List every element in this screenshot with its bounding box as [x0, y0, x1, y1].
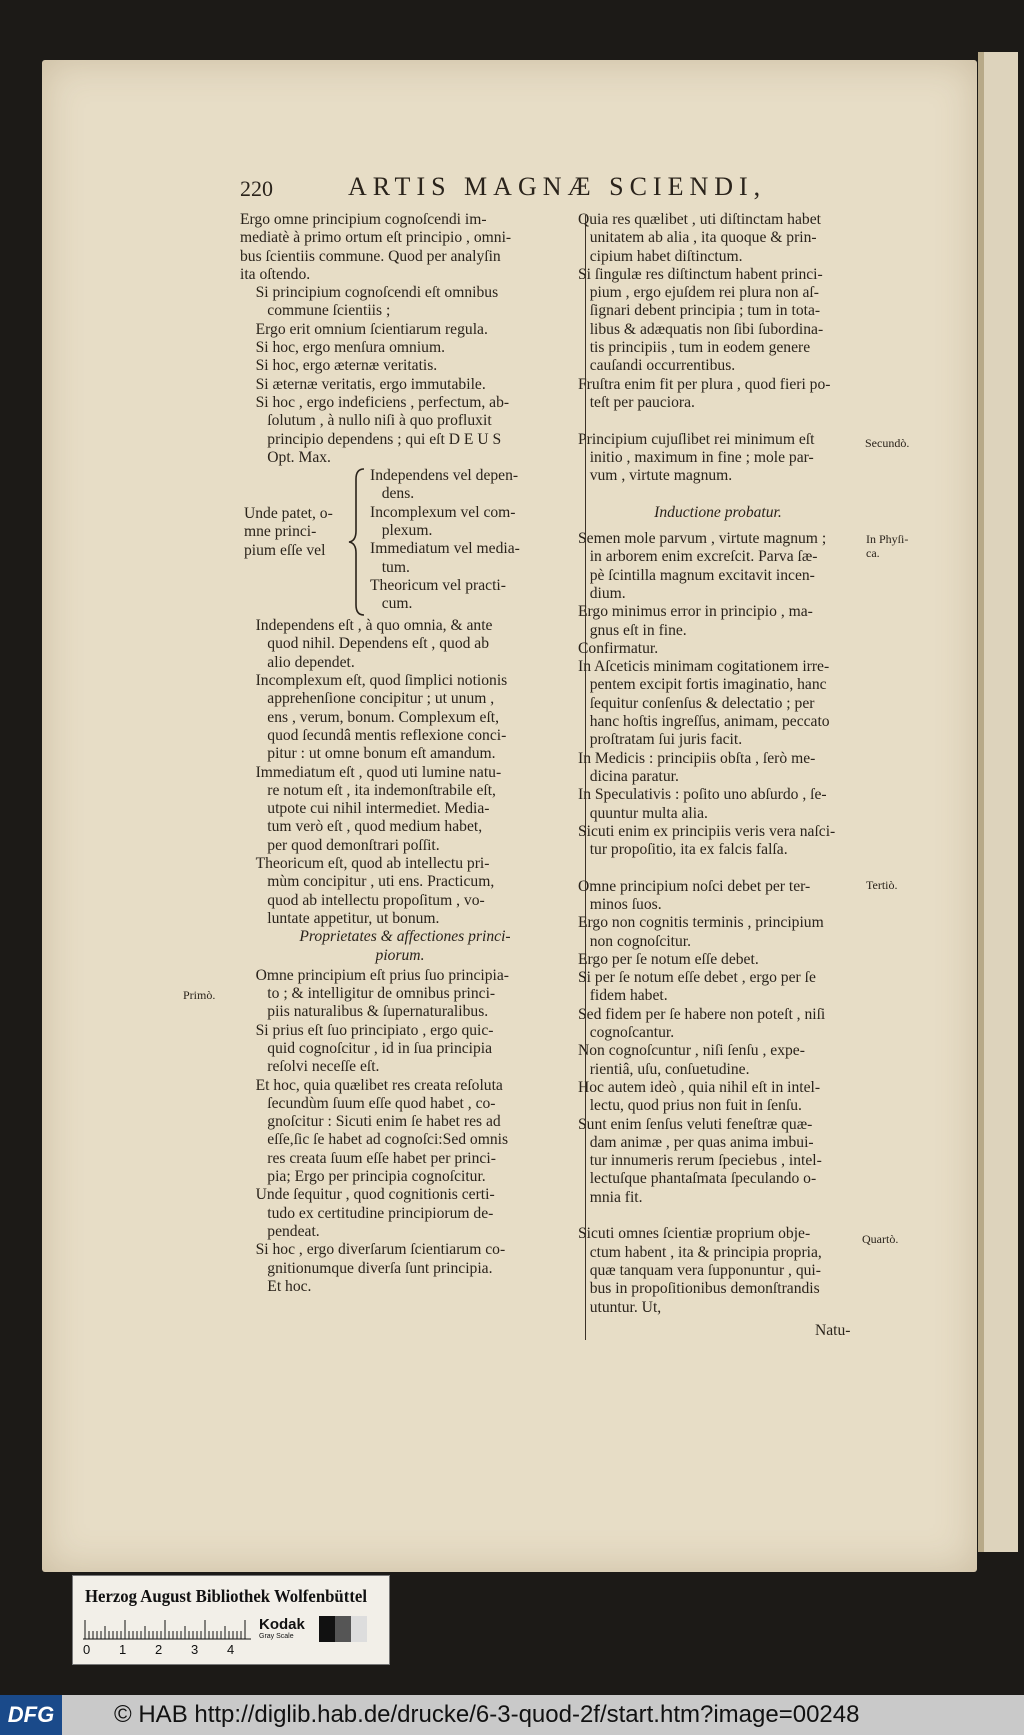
text-line: Si principium cognoſcendi eſt omnibus [240, 284, 499, 302]
text-line: Principium cujuſlibet rei minimum eſt [578, 430, 815, 448]
brace-lead [244, 505, 344, 560]
text-line: ſignari debent principia ; tum in tota- [578, 302, 821, 320]
running-head [240, 172, 767, 208]
text-line: Unde patet, o- [244, 505, 333, 523]
text-line: Ergo non cognitis terminis , principium [578, 914, 824, 932]
light-gray-swatch [351, 1616, 367, 1642]
text-line: quod ab intellectu propoſitum , vo- [240, 891, 485, 909]
dark-gray-swatch [335, 1616, 351, 1642]
text-line: Independens vel depen- [370, 467, 519, 485]
text-line: alio dependet. [240, 653, 355, 671]
text-line: pendeat. [240, 1222, 320, 1240]
properties-text [240, 967, 560, 1296]
text-line: Theoricum vel practi- [370, 576, 506, 594]
text-line: rientiâ, uſu, conſuetudine. [578, 1060, 750, 1078]
text-line: Si hoc, ergo menſura omnium. [240, 339, 446, 357]
text-line: apprehenſione concipitur ; ut unum , [240, 690, 495, 708]
text-line: initio , maximum in fine ; mole par- [578, 448, 814, 466]
text-line: Omne principium noſci debet per ter- [578, 877, 811, 895]
margin-note-primo: Primò. [183, 988, 216, 1002]
text-line: minos ſuos. [578, 895, 662, 913]
text-line: Independens eſt , à quo omnia, & ante [240, 617, 493, 635]
ruler-number: 0 [83, 1642, 91, 1657]
text-line: pè ſcintilla magnum excitavit incen- [578, 566, 815, 584]
margin-note-quarto: Quartò. [862, 1232, 899, 1246]
ruler-icon [83, 1618, 251, 1640]
text-line: Et hoc. [240, 1277, 312, 1295]
text-line: Hoc autem ideò , quia nihil eſt in intel- [578, 1078, 821, 1096]
text-line: Et hoc, quia quælibet res creata reſoluta [240, 1076, 503, 1094]
text-line: Semen mole parvum , virtute magnum ; [578, 530, 827, 548]
text-line: gnus eſt in fine. [578, 621, 687, 639]
text-line: res creata ſuum eſſe habet per princi- [240, 1149, 496, 1167]
text-line: non cognoſcitur. [578, 932, 692, 950]
facing-page-edge [978, 52, 1018, 1552]
section-heading-line2: piorum. [375, 946, 425, 964]
text-line: Fruſtra enim fit per plura , quod fieri po- [578, 375, 831, 393]
text-line: ctum habent , ita & principia propria, [578, 1243, 822, 1261]
text-line: in arborem enim excreſcit. Parva ſæ- [578, 548, 818, 566]
right-block-1 [578, 211, 858, 412]
text-line: utuntur. Ut, [578, 1298, 662, 1316]
text-line: hanc hoſtis ingreſſus, animam, peccato [578, 713, 830, 731]
text-line: tur innumeris rerum ſpeciebus , intel- [578, 1152, 822, 1170]
text-line: mùm concipitur , uti ens. Practicum, [240, 873, 495, 891]
left-column [240, 211, 560, 1296]
right-block-3 [578, 530, 858, 859]
text-line: quuntur multa alia. [578, 804, 708, 822]
text-line: quæ tanquam vera ſupponuntur , qui- [578, 1261, 821, 1279]
text-line: In Aſceticis minimam cogitationem irre- [578, 658, 830, 676]
text-line: pium eſſe vel [244, 541, 326, 559]
text-line: Si hoc , ergo indeficiens , perfectum, ab- [240, 393, 510, 411]
text-line: eſſe,ſic ſe habet ad cognoſci:Sed omnis [240, 1131, 509, 1149]
text-line: Incomplexum eſt, quod ſimplici notionis [240, 672, 508, 690]
margin-note-tertio: Tertiò. [866, 878, 898, 892]
brace-items [370, 467, 550, 613]
text-line: tur propoſitio, ita ex falcis falſa. [578, 841, 788, 859]
text-line: ſecundùm ſuum eſſe quod habet , co- [240, 1094, 496, 1112]
ruler-number: 2 [155, 1642, 163, 1657]
text-line: vum , virtute magnum. [578, 467, 733, 485]
text-line: tum. [370, 558, 410, 576]
text-line: Si ſingulæ res diſtinctum habent princi- [578, 265, 823, 283]
text-line: In Medicis : principiis obſta , ſerò me- [578, 749, 816, 767]
black-swatch [319, 1616, 335, 1642]
definitions-text [240, 617, 560, 928]
text-line: dens. [370, 485, 415, 503]
kodak-text: Kodak [259, 1616, 305, 1633]
text-line: Sed fidem per ſe habere non poteſt , niſi [578, 1005, 826, 1023]
margin-note-in-physica-2: ca. [866, 546, 880, 560]
section-heading-line1: Proprietates & affectiones princi- [299, 928, 511, 946]
text-line: to ; & intelligitur de omnibus princi- [240, 985, 496, 1003]
text-line: cognoſcantur. [578, 1024, 675, 1042]
page-number: 220 [240, 176, 273, 201]
text-line: pium , ergo ejuſdem rei plura non aſ- [578, 284, 819, 302]
text-line: Incomplexum vel com- [370, 503, 516, 521]
text-line: gnitionumque diverſa ſunt principia. [240, 1259, 493, 1277]
text-line: mne princi- [244, 523, 317, 541]
induction-heading: Inductione probatur. [654, 503, 782, 521]
text-line: principio dependens ; qui eſt D E U S [240, 430, 502, 448]
curly-brace-icon [346, 467, 368, 617]
margin-note-in-physica-1: In Phyſi- [866, 532, 909, 546]
text-line: proſtratam ſui juris facit. [578, 731, 743, 749]
footer-bar [0, 1695, 1024, 1735]
text-line: bus ſcientiis commune. Quod per analyſin [240, 247, 501, 265]
text-line: cipium habet diſtinctum. [578, 247, 743, 265]
text-line: Immediatum eſt , quod uti lumine natu- [240, 763, 502, 781]
text-line: dicina paratur. [578, 767, 679, 785]
text-line: ita oſtendo. [240, 265, 311, 283]
credit-link[interactable]: © HAB http://diglib.hab.de/drucke/6-3-quod-2f/start.htm?image=00248 [114, 1701, 860, 1728]
text-line: utpote cui nihil intermediet. Media- [240, 800, 490, 818]
text-line: ſequitur conſenſus & delectatio ; per [578, 694, 815, 712]
text-line: pentem excipit fortis imaginatio, hanc [578, 676, 827, 694]
text-line: Sicuti enim ex principiis veris vera naſci- [578, 822, 836, 840]
text-line: ſolutum , à nullo niſi à quo profluxit [240, 412, 492, 430]
text-line: Ergo omne principium cognoſcendi im- [240, 211, 487, 228]
text-line: Sunt enim ſenſus veluti feneſtræ quæ- [578, 1115, 813, 1133]
dfg-logo: DFG [0, 1695, 62, 1735]
text-line: Si per ſe notum eſſe debet , ergo per ſe [578, 969, 816, 987]
text-line: dium. [578, 584, 626, 602]
library-color-card [72, 1575, 390, 1665]
text-line: Ergo erit omnium ſcientiarum regula. [240, 320, 488, 338]
text-line: teſt per pauciora. [578, 393, 695, 411]
text-line: fidem habet. [578, 987, 668, 1005]
text-line: gnoſcitur : Sicuti enim ſe habet res ad [240, 1113, 501, 1131]
text-line: Ergo per ſe notum eſſe debet. [578, 950, 759, 968]
text-line: Unde ſequitur , quod cognitionis certi- [240, 1186, 495, 1204]
text-line: unitatem ab alia , ita quoque & prin- [578, 229, 817, 247]
text-line: Confirmatur. [578, 639, 659, 657]
text-line: lectu, quod prius non fuit in ſenſu. [578, 1097, 802, 1115]
text-line: Theoricum eſt, quod ab intellectu pri- [240, 855, 490, 873]
text-line: plexum. [370, 522, 433, 540]
text-line: pia; Ergo per principia cognoſcitur. [240, 1168, 486, 1186]
catchword: Natu- [815, 1322, 851, 1339]
ruler-number: 3 [191, 1642, 199, 1657]
ruler-number: 4 [227, 1642, 235, 1657]
text-line: mnia fit. [578, 1188, 643, 1206]
right-block-4 [578, 878, 858, 1207]
text-line: per quod demonſtrari poſſit. [240, 836, 440, 854]
text-line: pitur : ut omne bonum eſt amandum. [240, 745, 496, 763]
running-title: ARTIS MAGNÆ SCIENDI, [348, 172, 767, 201]
text-line: reſolvi neceſſe eſt. [240, 1058, 380, 1076]
text-line: Sicuti omnes ſcientiæ proprium obje- [578, 1225, 811, 1243]
gray-scale-text: Gray Scale [259, 1633, 294, 1640]
text-line: Omne principium eſt prius ſuo principia- [240, 966, 509, 984]
text-line: dam animæ , per quas anima imbui- [578, 1133, 814, 1151]
text-line: Opt. Max. [240, 448, 331, 466]
ruler-number: 1 [119, 1642, 127, 1657]
text-line: mediatè à primo ortum eſt principio , omni- [240, 229, 512, 247]
text-line: libus & adæquatis non ſibi ſubordina- [578, 320, 824, 338]
text-line: quod nihil. Dependens eſt , quod ab [240, 635, 490, 653]
text-line: piis naturalibus & ſupernaturalibus. [240, 1003, 489, 1021]
text-line: cum. [370, 595, 413, 613]
text-line: Non cognoſcuntur , niſi ſenſu , expe- [578, 1042, 805, 1060]
text-line: Si hoc, ergo æternæ veritatis. [240, 357, 438, 375]
text-line: luntate appetitur, ut bonum. [240, 909, 440, 927]
right-block-5 [578, 1225, 858, 1316]
text-line: tum verò eſt , quod medium habet, [240, 818, 483, 836]
text-line: Si prius eſt ſuo principiato , ergo quic- [240, 1021, 494, 1039]
right-column [578, 211, 858, 1317]
text-line: bus in propoſitionibus demonſtrandis [578, 1280, 820, 1298]
text-line: Quia res quælibet , uti diſtinctam habet [578, 211, 821, 228]
margin-note-secundo: Secundò. [865, 436, 910, 450]
library-name: Herzog August Bibliothek Wolfenbüttel [85, 1586, 367, 1606]
text-line: Si æternæ veritatis, ergo immutabile. [240, 375, 486, 393]
text-line: cauſandi occurrentibus. [578, 357, 736, 375]
text-line: quod ſecundâ mentis reflexione conci- [240, 726, 507, 744]
text-line: Ergo minimus error in principio , ma- [578, 603, 813, 621]
text-line: ens , verum, bonum. Complexum eſt, [240, 708, 500, 726]
brace-list [240, 467, 560, 617]
text-line: In Speculativis : poſito uno abſurdo , ſe- [578, 786, 827, 804]
text-line: re notum eſt , ita indemonſtrabile eſt, [240, 781, 496, 799]
right-block-2 [578, 431, 858, 486]
text-line: commune ſcientiis ; [240, 302, 391, 320]
text-line: lectuſque phantaſmata ſpeculando o- [578, 1170, 817, 1188]
text-line: tudo ex certitudine principiorum de- [240, 1204, 494, 1222]
left-top-text [240, 211, 560, 467]
text-line: Si hoc , ergo diverſarum ſcientiarum co- [240, 1241, 506, 1259]
text-line: Immediatum vel media- [370, 540, 520, 558]
text-line: quid cognoſcitur , id in ſua principia [240, 1039, 493, 1057]
text-line: tis principiis , tum in eodem genere [578, 339, 811, 357]
